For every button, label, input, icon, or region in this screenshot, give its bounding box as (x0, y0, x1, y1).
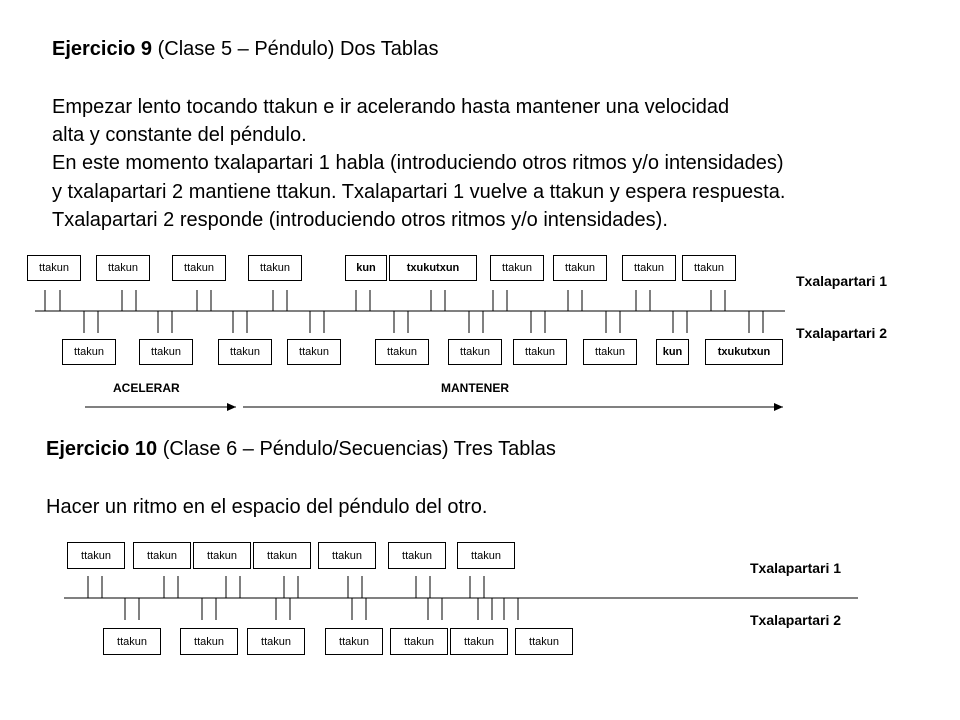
ex9-p1-stroke-box: ttakun (682, 255, 736, 281)
ex9-player2-label: Txalapartari 2 (796, 325, 888, 341)
ex9-p2-stroke-box: ttakun (287, 339, 341, 365)
ex9-p1-stroke-box: txukutxun (389, 255, 477, 281)
ex10-p1-stroke-box: ttakun (388, 542, 446, 569)
ex9-p2-stroke-box: ttakun (62, 339, 116, 365)
ex10-p2-stroke-box: ttakun (325, 628, 383, 655)
ex9-p1-stroke-box: ttakun (96, 255, 150, 281)
ex9-paragraph-line-5: Txalapartari 2 responde (introduciendo otros ritmos y/o intensidades). (52, 209, 668, 231)
ex10-p1-stroke-box: ttakun (457, 542, 515, 569)
ex10-p1-stroke-box: ttakun (67, 542, 125, 569)
ex9-p2-stroke-box: ttakun (448, 339, 502, 365)
ex9-paragraph-line-3: En este momento txalapartari 1 habla (introduciendo otros ritmos y/o intensidades) (52, 152, 784, 174)
ex9-p1-stroke-box: ttakun (27, 255, 81, 281)
ex9-p1-stroke-box: ttakun (622, 255, 676, 281)
ex10-player1-label: Txalapartari 1 (750, 560, 842, 576)
ex9-p2-stroke-box: txukutxun (705, 339, 783, 365)
ex10-p2-stroke-box: ttakun (390, 628, 448, 655)
ex10-p2-stroke-box: ttakun (450, 628, 508, 655)
ex10-p2-stroke-box: ttakun (515, 628, 573, 655)
ex9-paragraph-line-4: y txalapartari 2 mantiene ttakun. Txalapartari 1 vuelve a ttakun y espera respuesta. (52, 181, 786, 203)
ex9-p2-stroke-box: kun (656, 339, 689, 365)
ex10-title-bold: Ejercicio 10 (46, 438, 158, 460)
ex9-paragraph-line-1: Empezar lento tocando ttakun e ir acelerando hasta mantener una velocidad (52, 96, 730, 118)
ex9-p2-stroke-box: ttakun (513, 339, 567, 365)
ex10-p1-stroke-box: ttakun (193, 542, 251, 569)
ex10-p2-stroke-box: ttakun (103, 628, 161, 655)
ex9-p2-stroke-box: ttakun (139, 339, 193, 365)
ex9-p1-stroke-box: ttakun (172, 255, 226, 281)
ex9-title-rest: (Clase 5 – Péndulo) Dos Tablas (157, 38, 439, 60)
ex9-p1-stroke-box: ttakun (553, 255, 607, 281)
ex9-p1-stroke-box: ttakun (248, 255, 302, 281)
ex9-title-bold: Ejercicio 9 (52, 38, 153, 60)
ex9-p2-stroke-box: ttakun (583, 339, 637, 365)
ex9-accelerate-label: ACELERAR (113, 381, 180, 395)
ex9-paragraph-line-2: alta y constante del péndulo. (52, 124, 307, 146)
ex9-p1-stroke-box: kun (345, 255, 387, 281)
ex10-player2-label: Txalapartari 2 (750, 612, 842, 628)
ex9-p2-stroke-box: ttakun (375, 339, 429, 365)
ex10-p1-stroke-box: ttakun (253, 542, 311, 569)
ex9-maintain-label: MANTENER (441, 381, 509, 395)
ex9-p1-stroke-box: ttakun (490, 255, 544, 281)
ex9-player1-label: Txalapartari 1 (796, 273, 888, 289)
ex10-title-rest: (Clase 6 – Péndulo/Secuencias) Tres Tablas (162, 438, 556, 460)
ex10-p2-stroke-box: ttakun (180, 628, 238, 655)
ex9-p2-stroke-box: ttakun (218, 339, 272, 365)
ex10-p1-stroke-box: ttakun (133, 542, 191, 569)
ex10-paragraph: Hacer un ritmo en el espacio del péndulo del otro. (46, 496, 488, 518)
ex10-p2-stroke-box: ttakun (247, 628, 305, 655)
ex10-p1-stroke-box: ttakun (318, 542, 376, 569)
